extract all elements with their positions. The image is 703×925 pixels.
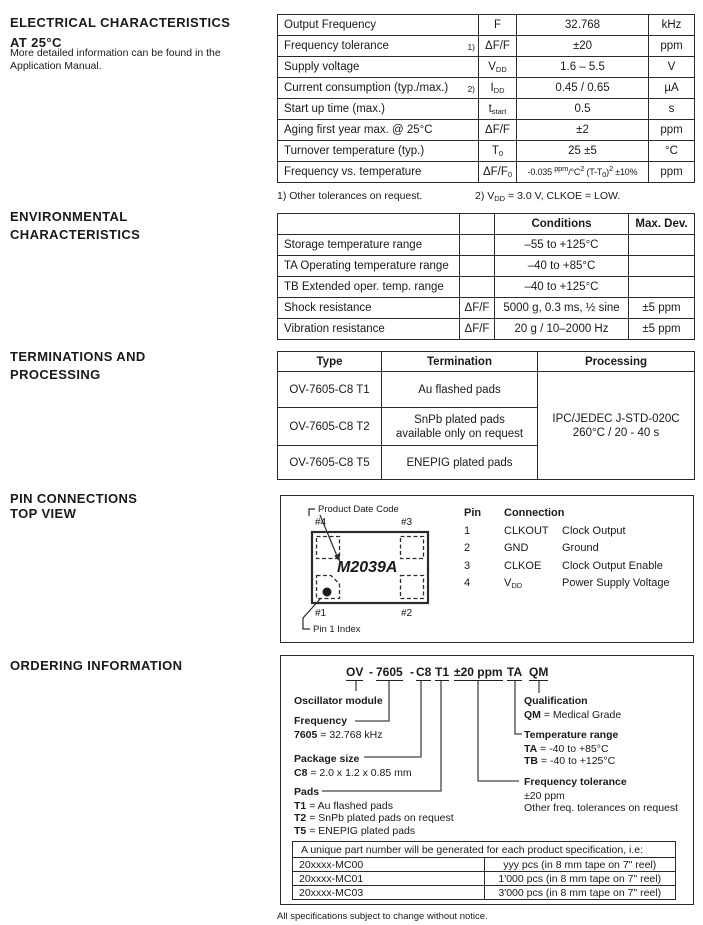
termination-cell (382, 446, 538, 480)
conditions-cell: –55 to +125°C (495, 235, 629, 256)
pin1-label: #1 (315, 608, 327, 619)
header-cell (460, 214, 495, 235)
part-number-segment: OV (346, 665, 364, 679)
symbol-cell: F (479, 15, 517, 36)
environmental-row (278, 298, 695, 319)
part-number-segment: T1 (435, 665, 450, 679)
param-cell: Storage temperature range (278, 235, 460, 256)
header-cell: Termination (382, 352, 538, 372)
part-table-caption-row (293, 842, 676, 858)
callout-title: Package size (294, 753, 360, 765)
date-code-label: Product Date Code (318, 504, 399, 515)
callout-oscillator-module (294, 695, 383, 709)
maxdev-cell (629, 277, 695, 298)
unit-cell: °C (649, 141, 695, 162)
pin-number: 3 (464, 559, 471, 572)
header-cell: Type (278, 352, 382, 372)
electrical-row (278, 15, 695, 36)
param-cell: Current consumption (typ./max.) 2) (278, 78, 479, 99)
value-cell: 0.5 (517, 99, 649, 120)
callout-line: TA = -40 to +85°C (524, 743, 609, 756)
part-table-caption: A unique part number will be generated for each product specification, i.e: (293, 842, 676, 858)
part-number-cell: 20xxxx-MC03 (293, 886, 485, 900)
heading-line: AT 25°C (10, 35, 62, 50)
terminations-table (277, 351, 695, 480)
section-heading-pin-connections (10, 491, 137, 521)
param-cell: Turnover temperature (typ.) (278, 141, 479, 162)
callout-title: Oscillator module (294, 695, 383, 707)
callout-code: T1 (294, 800, 307, 813)
callout-qualification (524, 695, 621, 721)
symbol-cell: $I_{DD}$ (479, 78, 517, 99)
part-number-cell: 20xxxx-MC00 (293, 858, 485, 872)
part-number-segment: C8 (416, 665, 432, 679)
header-cell: Processing (538, 352, 695, 372)
pin-number: 1 (464, 524, 471, 537)
footnote-marker: 2) (467, 84, 475, 94)
pin3-label: #3 (401, 517, 413, 528)
electrical-note: More detailed information can be found in the Application Manual. (10, 47, 221, 72)
pin-number: 4 (464, 577, 471, 589)
callout-title: Pads (294, 786, 320, 798)
environmental-row (278, 235, 695, 256)
pin4-label: #4 (315, 517, 327, 528)
header-cell: Conditions (495, 214, 629, 235)
pad-3 (401, 537, 424, 559)
pin-name: $V_{DD}$ (504, 577, 523, 590)
processing-line: 260°C / 20 - 40 s (572, 426, 660, 439)
pin-description: Clock Output (562, 524, 626, 537)
heading-line: PIN CONNECTIONS (10, 491, 138, 506)
callout-code: TA (524, 743, 538, 756)
value-cell: 32.768 (517, 15, 649, 36)
termination-line: Au flashed pads (418, 383, 501, 396)
footnote-2: 2) $V_{DD} = 3.0$ V, CLKOE = LOW. (475, 190, 621, 203)
callout-title: Temperature range (524, 729, 619, 741)
date-code-bracket (309, 509, 315, 516)
conditions-cell: 20 g / 10–2000 Hz (495, 319, 629, 340)
param-cell: Start up time (max.) (278, 99, 479, 120)
electrical-row (278, 36, 695, 57)
termination-cell (382, 408, 538, 446)
symbol-cell: ΔF/F (479, 36, 517, 57)
symbol-cell: $V_{DD}$ (479, 57, 517, 78)
electrical-row (278, 141, 695, 162)
param-cell: TB Extended oper. temp. range (278, 277, 460, 298)
unique-part-number-table (292, 841, 676, 900)
pin-col-header: Pin (464, 507, 482, 519)
symbol-cell: $T_0$ (479, 141, 517, 162)
electrical-row (278, 57, 695, 78)
termination-line: ENEPIG plated pads (406, 456, 513, 469)
param-cell: Aging first year max. @ 25°C (278, 120, 479, 141)
callout-title: Qualification (524, 695, 588, 707)
electrical-row (278, 78, 695, 99)
pad-2 (401, 576, 424, 599)
heading-line: ORDERING INFORMATION (10, 658, 183, 673)
callout-code: T2 (294, 812, 307, 825)
quantity-cell: 1'000 pcs (in 8 mm tape on 7" reel) (484, 872, 676, 886)
value-cell: -0.035 $^{ppm}/^\circ C^2$ $(T-T_0)^2 \pm 10\%$ (517, 162, 649, 183)
unit-cell: kHz (649, 15, 695, 36)
terminations-row (278, 372, 695, 408)
ordering-panel (280, 655, 694, 905)
pin-table (464, 505, 689, 593)
electrical-row (278, 120, 695, 141)
part-number-segment: - (369, 665, 373, 679)
callout-package-size (294, 753, 412, 779)
callout-code: C8 (294, 767, 308, 780)
callout-frequency (294, 715, 382, 741)
callout-temperature-range (524, 729, 618, 768)
part-table-row (293, 886, 676, 900)
pin-name: CLKOE (504, 559, 542, 572)
heading-line: ELECTRICAL CHARACTERISTICS (10, 15, 231, 30)
value-cell: 25 ±5 (517, 141, 649, 162)
symbol-cell: $t_{start}$ (479, 99, 517, 120)
environmental-row (278, 277, 695, 298)
pin-name: CLKOUT (504, 524, 549, 537)
pin2-label: #2 (401, 608, 413, 619)
maxdev-cell (629, 235, 695, 256)
section-heading-terminations (10, 348, 146, 384)
electrical-table (277, 14, 695, 183)
callout-title: Frequency (294, 715, 348, 727)
callout-pads (294, 786, 454, 837)
symbol-cell (460, 277, 495, 298)
symbol-cell (460, 256, 495, 277)
type-cell: OV-7605-C8 T5 (278, 446, 382, 480)
callout-code: QM (524, 709, 541, 722)
header-cell (278, 214, 460, 235)
param-cell: TA Operating temperature range (278, 256, 460, 277)
part-number-segment: ±20 ppm (454, 665, 503, 679)
callout-line: 7605 = 32.768 kHz (294, 729, 383, 742)
quantity-cell: yyy pcs (in 8 mm tape on 7" reel) (484, 858, 676, 872)
leader-tolerance (478, 680, 519, 781)
pin1-index-dot (323, 588, 332, 597)
callout-code: T5 (294, 824, 307, 837)
type-cell: OV-7605-C8 T2 (278, 408, 382, 446)
symbol-cell (460, 235, 495, 256)
type-cell: OV-7605-C8 T1 (278, 372, 382, 408)
maxdev-cell: ±5 ppm (629, 319, 695, 340)
electrical-row (278, 162, 695, 183)
callout-line: T2 = SnPb plated pads on request (294, 812, 454, 825)
part-number-segment: QM (529, 665, 549, 679)
connection-col-header: Connection (504, 507, 565, 519)
callout-line: T1 = Au flashed pads (294, 800, 393, 813)
heading-line: PROCESSING (10, 367, 101, 382)
heading-line: TERMINATIONS AND (10, 349, 146, 364)
part-number-segment: 7605 (376, 665, 403, 679)
header-cell: Max. Dev. (629, 214, 695, 235)
processing-line: IPC/JEDEC J-STD-020C (552, 412, 680, 425)
callout-line: Other freq. tolerances on request (524, 802, 679, 815)
unit-cell: ppm (649, 162, 695, 183)
conditions-cell: 5000 g, 0.3 ms, ½ sine (495, 298, 629, 319)
value-cell: ±20 (517, 36, 649, 57)
callout-frequency-tolerance (524, 776, 678, 815)
part-number-segment: - (410, 665, 414, 679)
section-heading-environmental (10, 208, 140, 244)
pin-description: Clock Output Enable (562, 559, 663, 572)
terminations-header-row (278, 352, 695, 372)
part-number-segment: TA (507, 665, 523, 679)
callout-code: 7605 (294, 729, 318, 742)
param-cell: Frequency tolerance 1) (278, 36, 479, 57)
quantity-cell: 3'000 pcs (in 8 mm tape on 7" reel) (484, 886, 676, 900)
environmental-row (278, 256, 695, 277)
unit-cell: s (649, 99, 695, 120)
part-table-row (293, 858, 676, 872)
param-cell: Frequency vs. temperature (278, 162, 479, 183)
callout-code: TB (524, 755, 538, 768)
electrical-row (278, 99, 695, 120)
unit-cell: V (649, 57, 695, 78)
conditions-cell: –40 to +85°C (495, 256, 629, 277)
unit-cell: µA (649, 78, 695, 99)
pin-description: Power Supply Voltage (562, 577, 670, 589)
symbol-cell: ΔF/F (460, 319, 495, 340)
section-heading-ordering (10, 657, 182, 675)
param-cell: Vibration resistance (278, 319, 460, 340)
heading-line: CHARACTERISTICS (10, 227, 141, 242)
heading-line: ENVIRONMENTAL (10, 209, 128, 224)
param-cell: Shock resistance (278, 298, 460, 319)
heading-line: TOP VIEW (10, 506, 77, 521)
symbol-cell: ΔF/F (460, 298, 495, 319)
value-cell: ±2 (517, 120, 649, 141)
callout-line: T5 = ENEPIG plated pads (294, 824, 416, 837)
maxdev-cell: ±5 ppm (629, 298, 695, 319)
conditions-cell: –40 to +125°C (495, 277, 629, 298)
unit-cell: ppm (649, 120, 695, 141)
termination-line: SnPb plated pads (414, 413, 505, 426)
callout-title: Frequency tolerance (524, 776, 627, 788)
footnote-marker: 1) (467, 42, 475, 52)
pin1-index-label: Pin 1 Index (313, 624, 361, 635)
symbol-cell: $\Delta F/F_0$ (479, 162, 517, 183)
pin-number: 2 (464, 542, 471, 554)
footnote-1: 1) Other tolerances on request. (277, 190, 423, 202)
pin-name: GND (504, 542, 529, 554)
callout-line: TB = -40 to +125°C (524, 755, 616, 768)
disclaimer-note: All specifications subject to change without notice. (277, 911, 488, 922)
chip-marking: M2039A (337, 559, 398, 576)
pin-connections-panel (280, 495, 694, 643)
environmental-header-row (278, 214, 695, 235)
symbol-cell: ΔF/F (479, 120, 517, 141)
value-cell: 0.45 / 0.65 (517, 78, 649, 99)
callout-line: QM = Medical Grade (524, 709, 622, 722)
termination-line: available only on request (395, 427, 524, 440)
param-cell: Output Frequency (278, 15, 479, 36)
callout-line: ±20 ppm (524, 790, 565, 803)
param-cell: Supply voltage (278, 57, 479, 78)
value-cell: 1.6 – 5.5 (517, 57, 649, 78)
maxdev-cell (629, 256, 695, 277)
environmental-row (278, 319, 695, 340)
environmental-table (277, 213, 695, 340)
part-number-cell: 20xxxx-MC01 (293, 872, 485, 886)
processing-cell (538, 372, 695, 480)
termination-cell (382, 372, 538, 408)
leader-temperature (515, 680, 522, 734)
callout-line: C8 = 2.0 x 1.2 x 0.85 mm (294, 767, 412, 780)
unit-cell: ppm (649, 36, 695, 57)
pin-description: Ground (562, 542, 599, 554)
part-table-row (293, 872, 676, 886)
